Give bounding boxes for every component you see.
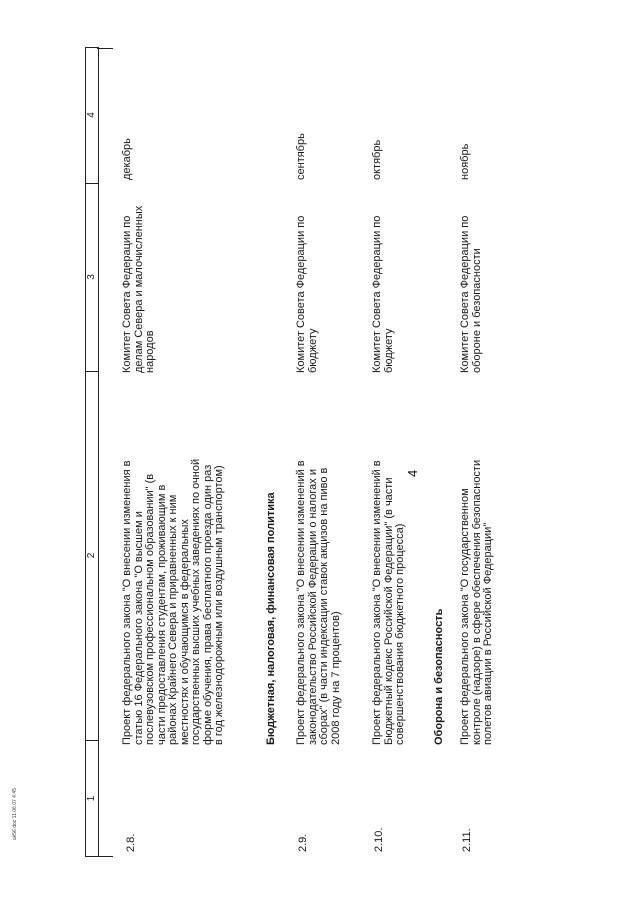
row-committee: Комитет Совета Федерации по делам Севера и малочисленных народов xyxy=(121,205,156,373)
row-description: Проект федерального закона "О внесении изменений в законодательство Российской Федерации о налогах и сборах" (в части индексации ставок акцизов на пиво в 2008 году на 7 процентов) xyxy=(295,460,342,745)
row-term: сентябрь xyxy=(295,133,307,180)
column-header-2: 2 xyxy=(86,371,98,741)
row-description: Проект федерального закона "О государственном контроле (надзоре) в сфере обеспечения безопасности полетов авиации в Российской Федерации" xyxy=(459,459,494,745)
column-header-3: 3 xyxy=(86,183,98,372)
table-header-row xyxy=(85,47,99,857)
row-term: декабрь xyxy=(121,138,133,180)
table-left-border xyxy=(97,856,113,857)
row-committee: Комитет Совета Федерации по бюджету xyxy=(295,215,319,373)
column-header-4: 4 xyxy=(86,47,98,184)
page-number: 4 xyxy=(405,469,420,477)
row-term: ноябрь xyxy=(459,143,471,180)
row-number: 2.9. xyxy=(297,833,309,852)
row-term: октябрь xyxy=(371,139,383,180)
table-right-border xyxy=(97,48,113,49)
row-description: Проект федерального закона "О внесении изменения в статью 16 Федерального закона "О высшем и послевузовском профессиональном образовании" (в части предоставления студентам, проживающим в районах Крайнего Севера и приравненных к ним местностях и обучающимся в федеральных государственных высших учебных заведениях по очной форме обучения, права бесплатного проезда один раз в год железнодорожным или воздушным транспортом) xyxy=(121,458,225,745)
section-heading-defense: Оборона и безопасность xyxy=(433,608,445,745)
row-number: 2.11. xyxy=(461,828,473,852)
row-number: 2.10. xyxy=(373,827,385,852)
row-number: 2.8. xyxy=(125,833,137,852)
file-stamp: ak56.doc 11.06.07 4:45 xyxy=(12,788,18,840)
row-description: Проект федерального закона "О внесении изменений в Бюджетный кодекс Российской Федерации" (в части совершенствования бюджетного процесса) xyxy=(371,460,406,745)
section-heading-budget: Бюджетная, налоговая, финансовая политика xyxy=(265,492,277,745)
row-committee: Комитет Совета Федерации по бюджету xyxy=(371,215,395,373)
row-committee: Комитет Совета Федерации по обороне и безопасности xyxy=(459,215,483,373)
column-header-1: 1 xyxy=(86,795,97,802)
